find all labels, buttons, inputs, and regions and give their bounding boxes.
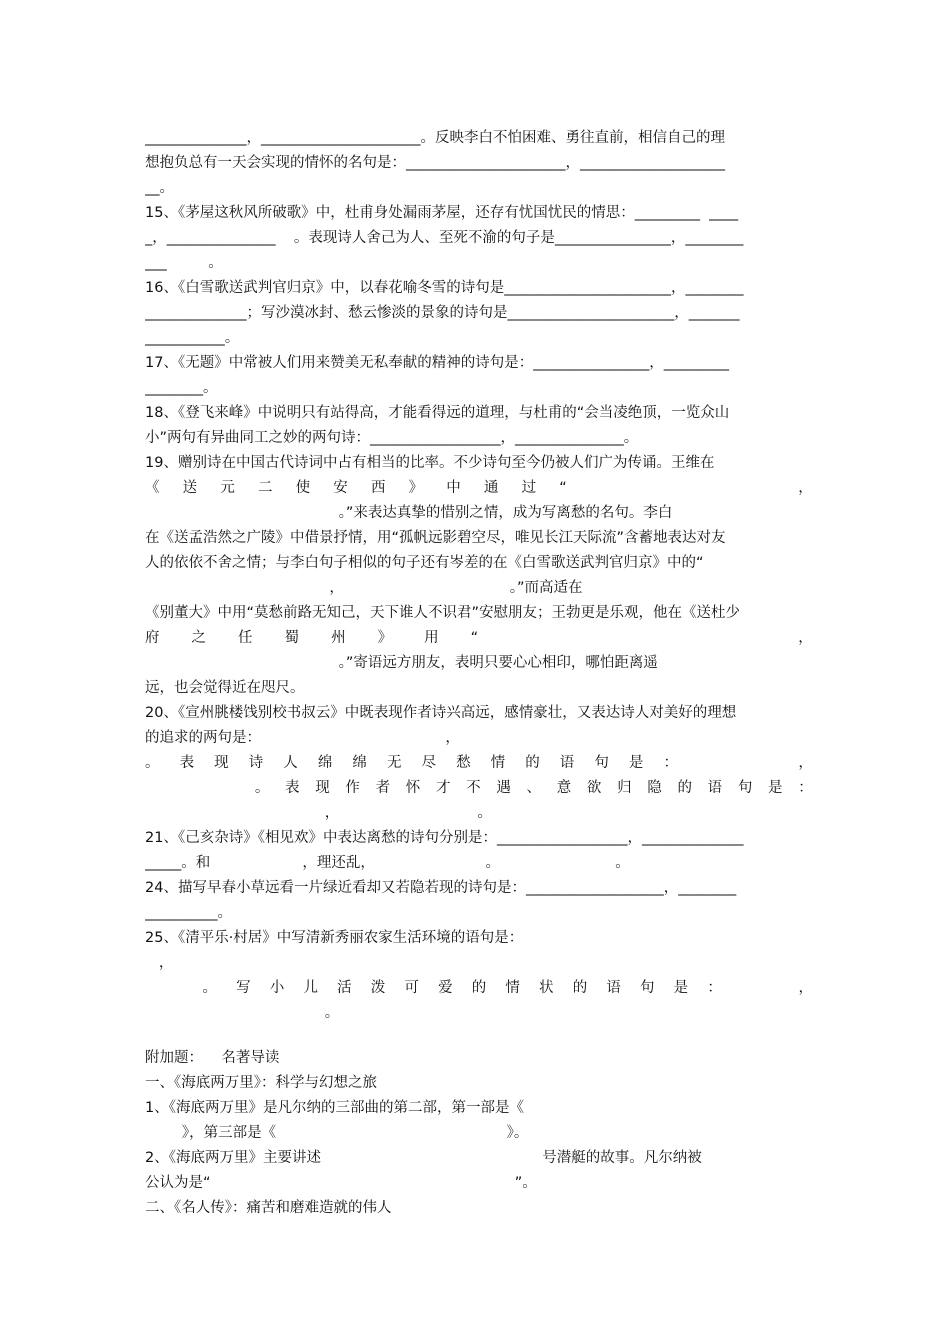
text-glyph: ， <box>798 630 813 646</box>
text-glyph: ： <box>798 780 813 796</box>
text-line: 《别董大》中用“莫愁前路无知己，天下谁人不识君”安慰朋友；王勃更是乐观，他在《送杜少 <box>145 605 741 621</box>
text-line: ， 。”而高适在 <box>145 580 583 596</box>
text-line: 在《送孟浩然之广陵》中借景抒情，用“孤帆远影碧空尽，唯见长江天际流”含蓄地表达对友 <box>145 530 726 546</box>
text-glyph: “ <box>470 630 479 646</box>
text-line: _，_______________ 。表现诗人舍己为人、至死不渝的句子是________________，________ <box>145 230 744 246</box>
text-glyph: 是 <box>673 980 689 996</box>
text-glyph: 现 <box>315 780 330 796</box>
text-line: 远，也会觉得近在咫尺。 <box>145 680 305 696</box>
text-glyph: 。 <box>254 780 270 796</box>
text-glyph: 隐 <box>647 780 662 796</box>
text-glyph: 的 <box>525 755 540 771</box>
text-glyph: 才 <box>435 780 451 796</box>
text-glyph: 使 <box>295 480 311 496</box>
text-glyph: 儿 <box>303 980 318 996</box>
text-line: 小”两句有异曲同工之妙的两句诗：__________________，_______________。 <box>145 430 639 446</box>
text-line: ， 。 <box>145 805 493 821</box>
text-glyph: 意 <box>556 780 572 796</box>
text-glyph: 尽 <box>421 755 436 771</box>
justified-text-line <box>145 753 813 773</box>
text-glyph: 活 <box>337 980 352 996</box>
text-glyph: 现 <box>214 755 229 771</box>
text-glyph: 是 <box>768 780 783 796</box>
text-glyph: 句 <box>640 980 655 996</box>
text-glyph: 的 <box>572 980 588 996</box>
text-glyph: 小 <box>269 980 285 996</box>
text-glyph: 安 <box>333 480 348 496</box>
text-glyph: ， <box>798 480 813 496</box>
text-glyph: 府 <box>145 630 160 646</box>
text-glyph: 泼 <box>370 980 386 996</box>
text-line: 。”来表达真挚的惜别之情，成为写离愁的名句。李白 <box>145 505 673 521</box>
text-line: 16、《白雪歌送武判官归京》中，以春花喻冬雪的诗句是_______________________，________ <box>145 280 744 296</box>
text-glyph: 蜀 <box>284 630 300 646</box>
text-glyph: 愁 <box>456 755 471 771</box>
text-glyph: ， <box>798 980 813 996</box>
text-glyph: 是 <box>628 755 644 771</box>
text-glyph: 二 <box>257 480 273 496</box>
text-glyph: 》 <box>408 480 424 496</box>
text-line: ________。 <box>145 380 218 396</box>
text-glyph: 。 <box>202 980 217 996</box>
justified-text-line <box>145 778 813 798</box>
text-glyph: 者 <box>375 780 391 796</box>
text-line: ___________。 <box>145 330 240 346</box>
text-glyph: 表 <box>179 755 195 771</box>
text-glyph: 、 <box>526 780 541 796</box>
text-glyph: 绵 <box>317 755 333 771</box>
text-glyph: 语 <box>559 755 575 771</box>
text-glyph: 句 <box>737 780 753 796</box>
text-line: 。 <box>145 1005 340 1021</box>
text-line: 附加题： 名著导读 <box>145 1050 280 1066</box>
text-line: 21、《己亥杂诗》《相见欢》中表达离愁的诗句分别是：__________________，______________ <box>145 830 744 846</box>
text-glyph: 通 <box>483 480 499 496</box>
text-glyph: 的 <box>471 980 487 996</box>
text-glyph: 无 <box>386 755 402 771</box>
text-line: 人的依依不舍之情；与李白句子相似的句子还有岑差的在《白雪歌送武判官归京》中的“ <box>145 555 704 571</box>
text-glyph: 可 <box>404 980 419 996</box>
text-glyph: 怀 <box>405 780 421 796</box>
text-glyph: 不 <box>466 780 481 796</box>
justified-text-line <box>145 978 813 998</box>
text-line: __________。 <box>145 905 232 921</box>
text-glyph: 状 <box>539 980 554 996</box>
text-line: 。”寄语远方朋友，表明只要心心相印，哪怕距离遥 <box>145 655 658 671</box>
text-line: 一、《海底两万里》：科学与幻想之旅 <box>145 1075 377 1091</box>
text-line: 1、《海底两万里》是凡尔纳的三部曲的第二部，第一部是《 <box>145 1100 524 1116</box>
text-glyph: 。 <box>145 755 160 771</box>
justified-text-line <box>145 628 813 648</box>
text-glyph: ： <box>707 980 722 996</box>
text-line: 18、《登飞来峰》中说明只有站得高，才能看得远的道理，与杜甫的“会当凌绝顶，一览众山 <box>145 405 730 421</box>
text-line: 二、《名人传》：痛苦和磨难造就的伟人 <box>145 1200 392 1216</box>
text-glyph: 之 <box>191 630 207 646</box>
text-glyph: 》 <box>377 630 393 646</box>
text-glyph: 诗 <box>248 755 264 771</box>
text-glyph: 《 <box>145 480 160 496</box>
text-glyph: 用 <box>424 630 439 646</box>
text-glyph: ， <box>798 755 813 771</box>
text-glyph: 语 <box>606 980 621 996</box>
text-glyph: 西 <box>370 480 386 496</box>
text-glyph: 情 <box>490 755 506 771</box>
text-glyph: 的 <box>677 780 692 796</box>
text-glyph: 写 <box>236 980 251 996</box>
text-glyph: 元 <box>220 480 235 496</box>
text-glyph: 州 <box>331 630 346 646</box>
text-glyph: 过 <box>521 480 537 496</box>
text-line: ______________，______________________。反映李白不怕困难、勇往直前，相信自己的理 <box>145 130 725 146</box>
text-line: ______________；写沙漠冰封、愁云惨淡的景象的诗句是_______________________，_______ <box>145 305 740 321</box>
text-line: 2、《海底两万里》主要讲述 号潜艇的故事。凡尔纳被 <box>145 1150 702 1166</box>
text-glyph: 归 <box>617 780 632 796</box>
text-glyph: 人 <box>283 755 298 771</box>
text-line: _____。和 ，理还乱， 。 。 <box>145 855 630 871</box>
text-glyph: ： <box>663 755 678 771</box>
text-line: 17、《无题》中常被人们用来赞美无私奉献的精神的诗句是：________________，_________ <box>145 355 729 371</box>
text-line: 的追求的两句是： ， <box>145 730 460 746</box>
text-glyph: 语 <box>707 780 723 796</box>
text-line: 想抱负总有一天会实现的情怀的名句是：______________________，____________________ <box>145 155 725 171</box>
text-glyph: 欲 <box>586 780 602 796</box>
text-glyph: 任 <box>238 630 253 646</box>
text-line: 25、《清平乐·村居》中写清新秀丽农家生活环境的语句是： <box>145 930 524 946</box>
text-glyph: 爱 <box>438 980 453 996</box>
text-line: ___ 。 <box>145 255 223 271</box>
justified-text-line <box>145 478 813 498</box>
text-line: 15、《茅屋这秋风所破歌》中，杜甫身处漏雨茅屋，还存有忧国忧民的情思：_________ ____ <box>145 205 739 221</box>
text-line: 20、《宣州朓楼饯别校书叔云》中既表现作者诗兴高远，感情豪壮，又表达诗人对美好的理想 <box>145 705 737 721</box>
text-line: 24、描写早春小草远看一片绿近看却又若隐若现的诗句是：___________________，________ <box>145 880 737 896</box>
text-glyph: 情 <box>505 980 520 996</box>
text-line: 公认为是“ ”。 <box>145 1175 537 1191</box>
text-glyph: 中 <box>446 480 461 496</box>
text-glyph: 绵 <box>352 755 367 771</box>
text-line: 》，第三部是《 》。 <box>145 1125 529 1141</box>
text-line: ， <box>145 955 174 971</box>
text-glyph: 表 <box>285 780 300 796</box>
text-glyph: 遇 <box>496 780 511 796</box>
text-line: 19、赠别诗在中国古代诗词中占有相当的比率。不少诗句至今仍被人们广为传诵。王维在 <box>145 455 715 471</box>
text-glyph: 句 <box>594 755 609 771</box>
text-glyph: 送 <box>182 480 198 496</box>
text-line: __。 <box>145 180 174 196</box>
text-glyph: “ <box>559 480 567 496</box>
text-glyph: 作 <box>345 780 360 796</box>
